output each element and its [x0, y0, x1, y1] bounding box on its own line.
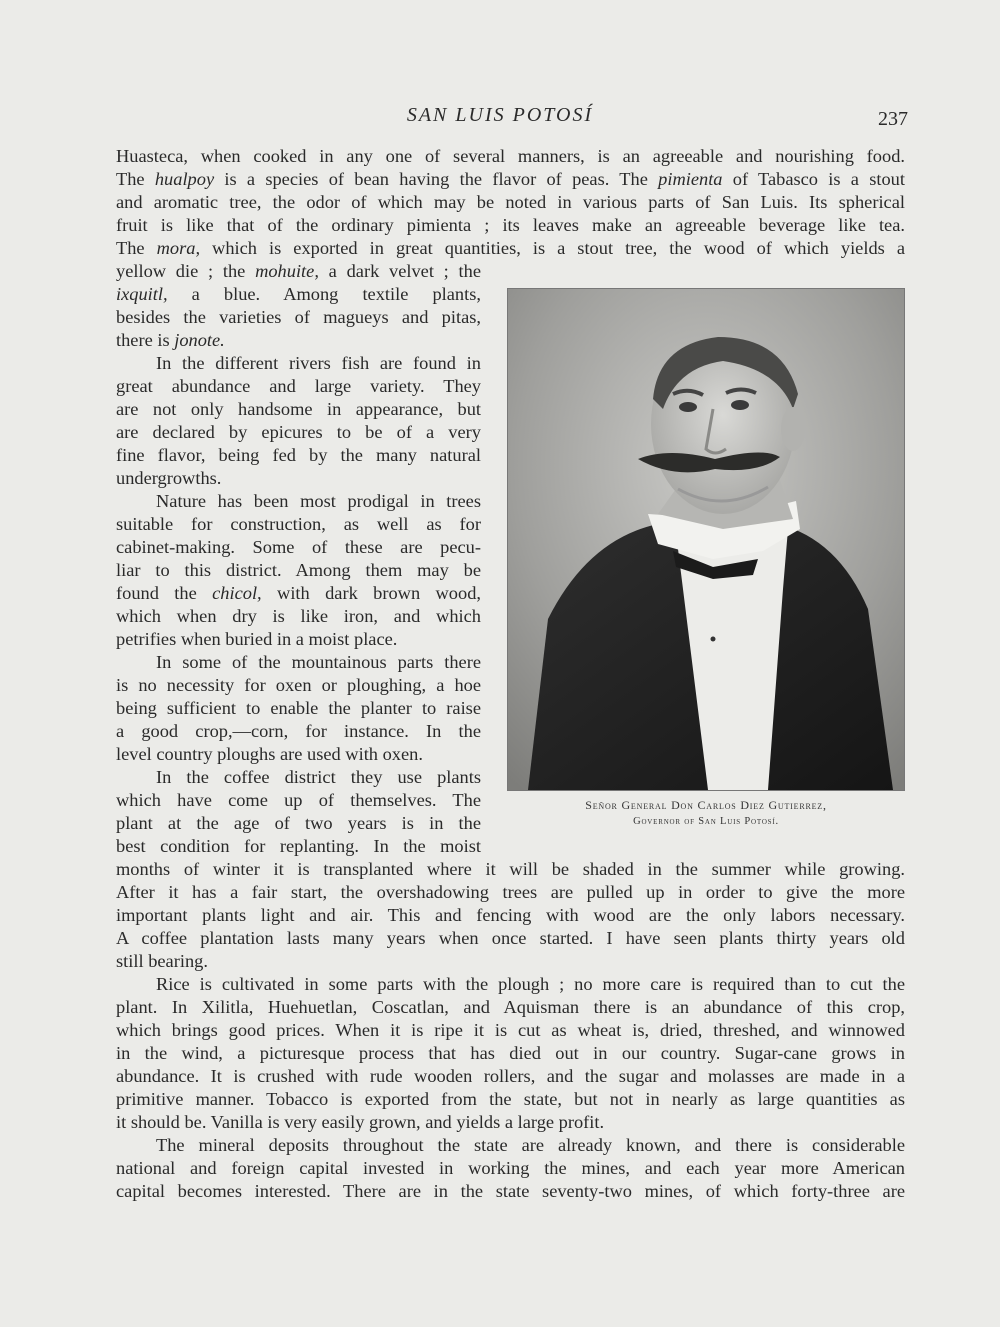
- body-line: A coffee plantation lasts many years when once started. I have seen plants thirty years old: [116, 928, 905, 948]
- body-line: liar to this district. Among them may be: [116, 560, 481, 580]
- body-line: being sufficient to enable the planter to raise: [116, 698, 481, 718]
- body-line: and aromatic tree, the odor of which may be noted in various parts of San Luis. Its spherical: [116, 192, 905, 212]
- body-line: still bearing.: [116, 951, 208, 971]
- page-number: 237: [878, 108, 908, 130]
- portrait-photo: [507, 288, 905, 791]
- body-line: which when dry is like iron, and which: [116, 606, 481, 626]
- body-line: capital becomes interested. There are in the state seventy-two mines, of which forty-three are: [116, 1181, 905, 1201]
- body-line: level country ploughs are used with oxen.: [116, 744, 423, 764]
- body-line: in the wind, a picturesque process that has died out in our country. Sugar-cane grows in: [116, 1043, 905, 1063]
- body-line: national and foreign capital invested in working the mines, and each year more American: [116, 1158, 905, 1178]
- body-line: it should be. Vanilla is very easily grown, and yields a large profit.: [116, 1112, 605, 1132]
- body-line: plant. In Xilitla, Huehuetlan, Coscatlan, and Aquisman there is an abundance of this crop,: [116, 997, 905, 1017]
- body-line: primitive manner. Tobacco is exported from the state, but not in nearly as large quantities as: [116, 1089, 905, 1109]
- body-line: found the chicol, with dark brown wood,: [116, 583, 481, 603]
- body-line: The mora, which is exported in great quantities, is a stout tree, the wood of which yields a: [116, 238, 905, 258]
- body-line: The mineral deposits throughout the state are already known, and there is considerable: [156, 1135, 905, 1155]
- body-line: petrifies when buried in a moist place.: [116, 629, 398, 649]
- body-line: besides the varieties of magueys and pitas,: [116, 307, 481, 327]
- body-line: which brings good prices. When it is ripe it is cut as wheat is, dried, threshed, and winnowed: [116, 1020, 905, 1040]
- body-line: abundance. It is crushed with rude wooden rollers, and the sugar and molasses are made in a: [116, 1066, 905, 1086]
- body-line: suitable for construction, as well as for: [116, 514, 481, 534]
- body-line: ixquitl, a blue. Among textile plants,: [116, 284, 481, 304]
- body-line: are declared by epicures to be of a very: [116, 422, 481, 442]
- body-line: there is jonote.: [116, 330, 225, 350]
- body-line: Huasteca, when cooked in any one of several manners, is an agreeable and nourishing food.: [116, 146, 905, 166]
- body-line: Rice is cultivated in some parts with the plough ; no more care is required than to cut the: [156, 974, 905, 994]
- body-line: great abundance and large variety. They: [116, 376, 481, 396]
- body-line: The hualpoy is a species of bean having the flavor of peas. The pimienta of Tabasco is a stout: [116, 169, 905, 189]
- body-line: which have come up of themselves. The: [116, 790, 481, 810]
- body-line: is no necessity for oxen or ploughing, a hoe: [116, 675, 481, 695]
- body-line: After it has a fair start, the overshadowing trees are pulled up in order to give the more: [116, 882, 905, 902]
- body-line: fruit is like that of the ordinary pimienta ; its leaves make an agreeable beverage like tea.: [116, 215, 905, 235]
- body-line: cabinet-making. Some of these are pecu-: [116, 537, 481, 557]
- figure-caption-subtitle: Governor of San Luis Potosí.: [633, 816, 779, 827]
- body-line: yellow die ; the mohuite, a dark velvet ; the: [116, 261, 481, 281]
- body-line: In some of the mountainous parts there: [156, 652, 481, 672]
- body-line: Nature has been most prodigal in trees: [156, 491, 481, 511]
- body-line: plant at the age of two years is in the: [116, 813, 481, 833]
- body-line: important plants light and air. This and fencing with wood are the only labors necessary.: [116, 905, 905, 925]
- body-line: In the coffee district they use plants: [156, 767, 481, 787]
- body-line: fine flavor, being fed by the many natural: [116, 445, 481, 465]
- body-line: months of winter it is transplanted where it will be shaded in the summer while growing.: [116, 859, 905, 879]
- body-line: a good crop,—corn, for instance. In the: [116, 721, 481, 741]
- body-line: In the different rivers fish are found in: [156, 353, 481, 373]
- figure-caption-title: Señor General Don Carlos Diez Gutierrez,: [585, 798, 827, 812]
- page-header: [0, 104, 1000, 134]
- body-line: best condition for replanting. In the moist: [116, 836, 481, 856]
- body-line: undergrowths.: [116, 468, 222, 488]
- body-line: are not only handsome in appearance, but: [116, 399, 481, 419]
- running-title: SAN LUIS POTOSÍ: [406, 104, 594, 126]
- portrait-illustration: [508, 289, 904, 790]
